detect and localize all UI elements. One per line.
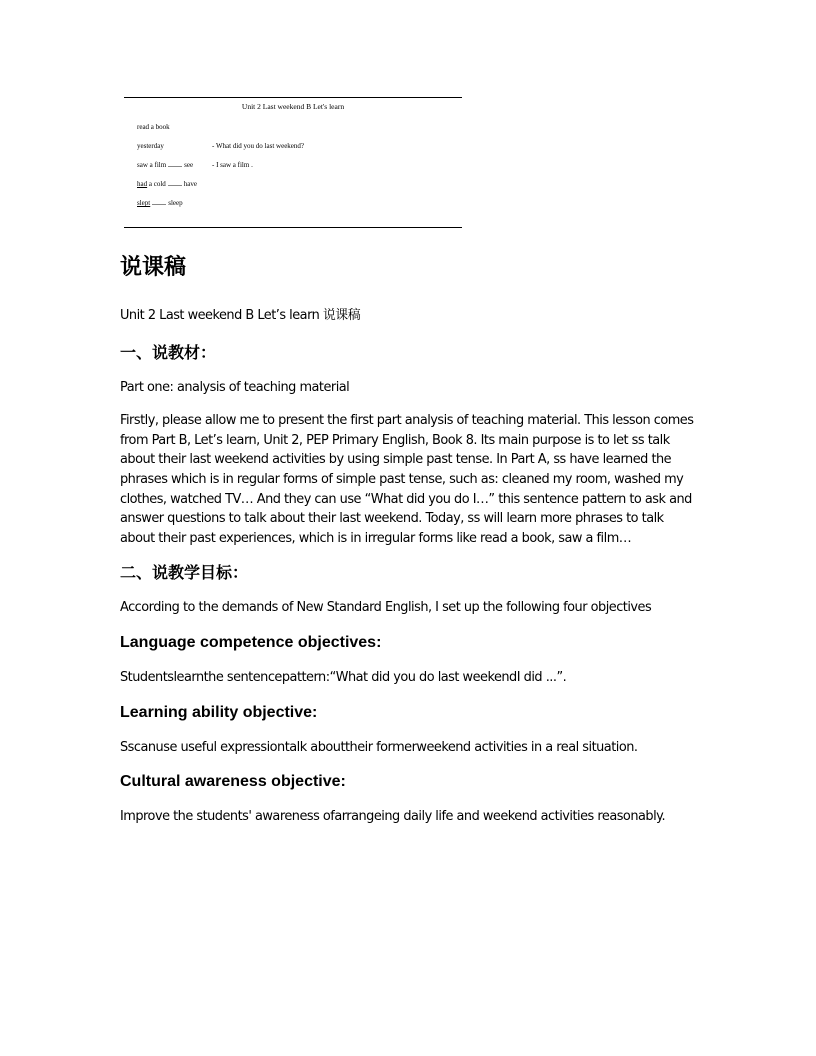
section2-intro: According to the demands of New Standard English, I set up the following four objectives xyxy=(120,600,652,616)
document-subtitle: Unit 2 Last weekend B Let’s learn 说课稿 xyxy=(120,308,361,323)
blackboard-design-image xyxy=(124,97,462,228)
phrase-slept xyxy=(137,199,183,207)
document-title: 说课稿 xyxy=(120,255,187,280)
blackboard-title: Unit 2 Last weekend B Let's learn xyxy=(241,102,345,111)
section-heading-teaching-objectives: 二、说教学目标： xyxy=(120,563,249,583)
verb-slept: slept xyxy=(137,199,151,207)
objective-text-cultural: Improve the students' awareness ofarrangeing daily life and weekend activities reasonably. xyxy=(120,809,666,825)
section1-body: Firstly, please allow me to present the first part analysis of teaching material. This lesson comes from Part B, Let’s learn, Unit 2, PEP Primary English, Book 8. Its main purpose is to let ss talk about their last weekend activities by using simple past tense. In Part A, ss have learned the phrases which is in regular forms of simple past tense, such as: cleaned my room, washed my clothes, watched TV… And they can use “What did you do I…” this sentence pattern to ask and answer questions to talk about their last weekend. Today, ss will learn more phrases to talk about their past experiences, which is in irregular forms like read a book, saw a film… xyxy=(120,413,694,546)
document-body xyxy=(120,252,700,841)
phrase-saw-a-film xyxy=(137,161,193,169)
verb-see: see xyxy=(184,161,194,169)
objective-text-learning-ability: Sscanuse useful expressiontalk abouttheir formerweekend activities in a real situation. xyxy=(120,739,638,755)
section-heading-teaching-material: 一、说教材： xyxy=(120,342,217,362)
blank-line xyxy=(168,185,182,186)
answer-line: - I saw a film . xyxy=(212,161,253,169)
objective-heading-learning-ability: Learning ability objective: xyxy=(120,703,318,721)
verb-had: had xyxy=(137,180,148,188)
blank-line xyxy=(152,204,166,205)
saw-a-film-text: saw a film xyxy=(137,161,167,169)
verb-sleep: sleep xyxy=(168,199,183,207)
word-yesterday: yesterday xyxy=(137,142,164,150)
had-object: a cold xyxy=(148,180,166,188)
section1-intro: Part one: analysis of teaching material xyxy=(120,379,350,395)
objective-heading-language: Language competence objectives: xyxy=(120,633,382,651)
question-line: - What did you do last weekend? xyxy=(212,142,305,150)
phrase-read-a-book: read a book xyxy=(137,123,170,131)
objective-text-language: Studentslearnthe sentencepattern:“What did you do last weekendI did ...”. xyxy=(120,669,567,685)
blank-line xyxy=(168,166,182,167)
objective-heading-cultural: Cultural awareness objective: xyxy=(120,773,346,791)
phrase-had-a-cold xyxy=(137,180,197,188)
verb-have: have xyxy=(183,180,197,188)
